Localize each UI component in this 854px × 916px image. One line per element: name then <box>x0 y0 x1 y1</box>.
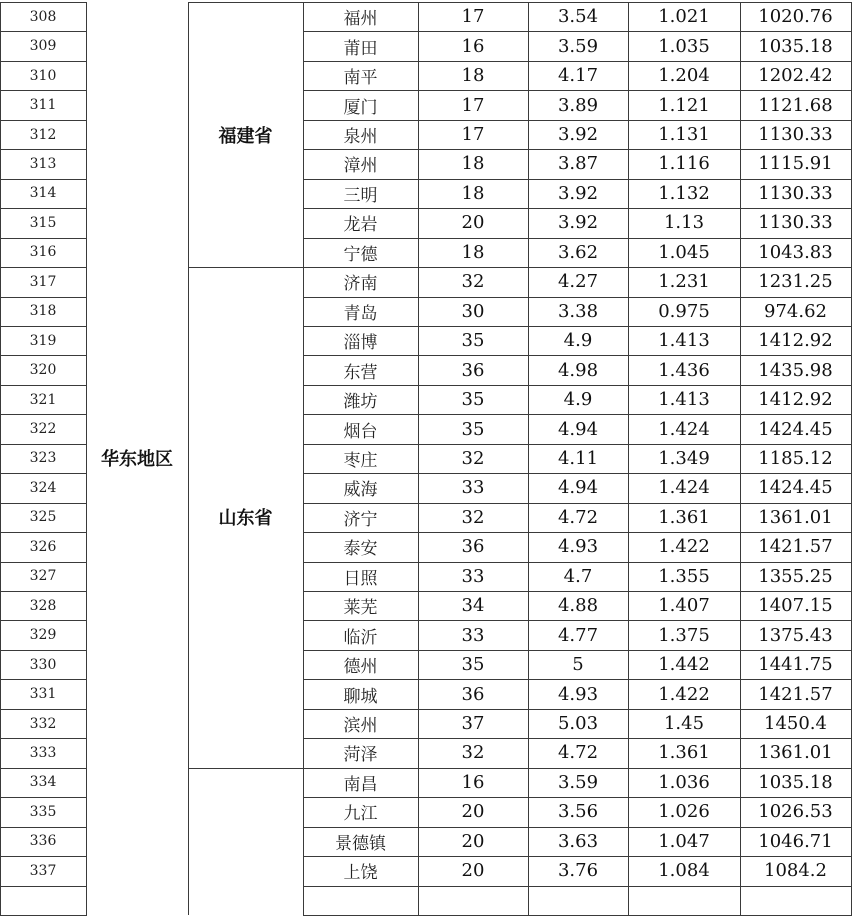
coefficient: 1.361 <box>658 742 710 764</box>
coefficient: 1.13 <box>663 212 705 234</box>
coefficient: 1.047 <box>658 830 710 852</box>
city-name: 青岛 <box>343 303 378 324</box>
row-border <box>0 414 87 415</box>
column-border <box>303 2 304 915</box>
row-number: 308 <box>29 8 57 25</box>
row-border <box>303 414 852 415</box>
row-border <box>0 562 87 563</box>
row-border <box>0 679 87 680</box>
amount: 1361.01 <box>758 742 833 764</box>
row-number: 334 <box>29 774 57 791</box>
city-name: 泰安 <box>343 539 378 560</box>
value-b: 4.98 <box>557 359 599 381</box>
row-border <box>303 444 852 445</box>
value-a: 18 <box>461 182 485 204</box>
coefficient: 1.424 <box>658 418 710 440</box>
coefficient: 1.436 <box>658 359 710 381</box>
coefficient: 1.442 <box>658 654 710 676</box>
city-name: 景德镇 <box>335 833 386 854</box>
row-border <box>303 355 852 356</box>
value-b: 4.94 <box>557 418 599 440</box>
value-b: 3.59 <box>557 771 599 793</box>
amount: 1026.53 <box>758 801 833 823</box>
coefficient: 1.116 <box>658 153 710 175</box>
row-border <box>303 238 852 239</box>
amount: 1412.92 <box>758 330 833 352</box>
value-a: 35 <box>461 330 485 352</box>
amount: 1424.45 <box>758 418 833 440</box>
value-a: 16 <box>461 771 485 793</box>
value-b: 4.93 <box>557 683 599 705</box>
value-b: 3.87 <box>557 153 599 175</box>
row-number: 326 <box>29 538 57 555</box>
coefficient: 0.975 <box>658 300 710 322</box>
amount: 1421.57 <box>758 683 833 705</box>
amount: 1043.83 <box>758 241 833 263</box>
amount: 1450.4 <box>764 713 827 735</box>
row-border <box>303 650 852 651</box>
row-border <box>303 473 852 474</box>
row-number: 322 <box>29 421 57 438</box>
city-name: 南昌 <box>343 774 378 795</box>
row-border <box>0 267 87 268</box>
value-b: 5.03 <box>557 713 599 735</box>
amount: 1130.33 <box>758 182 833 204</box>
value-a: 32 <box>461 742 485 764</box>
row-border <box>0 385 87 386</box>
column-border <box>86 2 87 915</box>
city-name: 漳州 <box>343 156 378 177</box>
coefficient: 1.131 <box>658 124 710 146</box>
row-number: 314 <box>29 185 57 202</box>
city-name: 泉州 <box>343 127 378 148</box>
value-b: 3.92 <box>557 212 599 234</box>
value-a: 20 <box>461 212 485 234</box>
row-border <box>0 886 87 887</box>
city-name: 菏泽 <box>343 745 378 766</box>
city-name: 滨州 <box>343 716 378 737</box>
amount: 1130.33 <box>758 212 833 234</box>
amount: 1035.18 <box>758 771 833 793</box>
value-b: 3.54 <box>557 6 599 28</box>
city-name: 三明 <box>343 185 378 206</box>
row-number: 328 <box>29 597 57 614</box>
row-border <box>0 768 87 769</box>
coefficient: 1.422 <box>658 683 710 705</box>
coefficient: 1.132 <box>658 182 710 204</box>
amount: 1121.68 <box>758 94 833 116</box>
value-b: 3.56 <box>557 801 599 823</box>
row-number: 325 <box>29 509 57 526</box>
row-border <box>0 31 87 32</box>
row-border <box>0 179 87 180</box>
city-name: 潍坊 <box>343 392 378 413</box>
value-b: 4.72 <box>557 506 599 528</box>
row-number: 310 <box>29 67 57 84</box>
column-border <box>851 2 852 915</box>
value-a: 20 <box>461 830 485 852</box>
province-cell <box>188 768 303 915</box>
column-border <box>528 2 529 915</box>
value-a: 16 <box>461 35 485 57</box>
row-border <box>303 679 852 680</box>
city-name: 临沂 <box>343 627 378 648</box>
city-name: 福州 <box>343 9 378 30</box>
row-number: 324 <box>29 479 57 496</box>
row-border <box>303 797 852 798</box>
row-border <box>0 738 87 739</box>
row-number: 335 <box>29 803 57 820</box>
value-b: 3.38 <box>557 300 599 322</box>
row-border <box>188 267 304 268</box>
city-name <box>303 886 418 915</box>
value-b <box>528 886 628 915</box>
value-b: 3.76 <box>557 860 599 882</box>
row-number: 333 <box>29 744 57 761</box>
row-border <box>188 2 304 3</box>
value-a: 17 <box>461 124 485 146</box>
value-a: 36 <box>461 536 485 558</box>
city-name: 龙岩 <box>343 215 378 236</box>
row-border <box>0 208 87 209</box>
amount: 1115.91 <box>758 153 833 175</box>
value-a: 36 <box>461 683 485 705</box>
row-border <box>0 444 87 445</box>
row-border <box>303 179 852 180</box>
city-name: 淄博 <box>343 333 378 354</box>
city-name: 莆田 <box>343 38 378 59</box>
value-a: 20 <box>461 801 485 823</box>
value-a: 18 <box>461 241 485 263</box>
row-border <box>0 2 87 3</box>
value-b: 4.9 <box>563 389 593 411</box>
value-a: 35 <box>461 418 485 440</box>
value-b: 3.89 <box>557 94 599 116</box>
row-border <box>0 827 87 828</box>
row-border <box>303 149 852 150</box>
row-number: 319 <box>29 332 57 349</box>
amount: 1421.57 <box>758 536 833 558</box>
row-border <box>303 856 852 857</box>
row-border <box>0 473 87 474</box>
row-border <box>303 120 852 121</box>
city-name: 济宁 <box>343 509 378 530</box>
value-b: 3.59 <box>557 35 599 57</box>
amount: 1361.01 <box>758 506 833 528</box>
row-number: 327 <box>29 568 57 585</box>
row-border <box>303 591 852 592</box>
amount: 974.62 <box>764 300 827 322</box>
row-border <box>303 208 852 209</box>
row-border <box>303 709 852 710</box>
value-a: 33 <box>461 565 485 587</box>
row-number: 311 <box>29 97 57 114</box>
row-border <box>303 532 852 533</box>
row-number: 337 <box>29 862 57 879</box>
province-cell: 山东省 <box>218 508 273 530</box>
city-name: 聊城 <box>343 686 378 707</box>
amount: 1412.92 <box>758 389 833 411</box>
amount: 1435.98 <box>758 359 833 381</box>
coefficient: 1.231 <box>658 271 710 293</box>
city-name: 九江 <box>343 804 378 825</box>
row-number: 332 <box>29 715 57 732</box>
row-border <box>0 709 87 710</box>
amount <box>740 886 851 915</box>
coefficient: 1.361 <box>658 506 710 528</box>
amount: 1355.25 <box>758 565 833 587</box>
value-a: 35 <box>461 389 485 411</box>
row-border <box>303 2 852 3</box>
amount: 1185.12 <box>758 447 833 469</box>
value-a: 36 <box>461 359 485 381</box>
city-name: 莱芜 <box>343 598 378 619</box>
city-name: 威海 <box>343 480 378 501</box>
coefficient: 1.349 <box>658 447 710 469</box>
column-border <box>740 2 741 915</box>
row-border <box>303 297 852 298</box>
city-name: 德州 <box>343 657 378 678</box>
amount: 1035.18 <box>758 35 833 57</box>
value-b: 3.62 <box>557 241 599 263</box>
city-name: 厦门 <box>343 97 378 118</box>
row-border <box>0 620 87 621</box>
value-a: 32 <box>461 447 485 469</box>
coefficient <box>628 886 740 915</box>
value-a: 30 <box>461 300 485 322</box>
city-name: 宁德 <box>343 244 378 265</box>
value-a: 34 <box>461 595 485 617</box>
coefficient: 1.204 <box>658 65 710 87</box>
row-number: 309 <box>29 38 57 55</box>
row-number: 313 <box>29 155 57 172</box>
coefficient: 1.413 <box>658 330 710 352</box>
column-border <box>0 2 1 915</box>
column-border <box>418 2 419 915</box>
coefficient: 1.355 <box>658 565 710 587</box>
coefficient: 1.026 <box>658 801 710 823</box>
row-border <box>0 503 87 504</box>
value-a: 18 <box>461 65 485 87</box>
value-a: 32 <box>461 506 485 528</box>
row-number: 320 <box>29 362 57 379</box>
row-border <box>0 326 87 327</box>
value-b: 4.88 <box>557 595 599 617</box>
row-number: 323 <box>29 450 57 467</box>
row-border <box>303 827 852 828</box>
row-number: 336 <box>29 833 57 850</box>
row-border <box>188 768 304 769</box>
amount: 1375.43 <box>758 624 833 646</box>
row-border <box>303 385 852 386</box>
value-a: 33 <box>461 624 485 646</box>
coefficient: 1.413 <box>658 389 710 411</box>
value-b: 4.93 <box>557 536 599 558</box>
city-name: 南平 <box>343 68 378 89</box>
amount: 1084.2 <box>764 860 827 882</box>
amount: 1231.25 <box>758 271 833 293</box>
amount: 1424.45 <box>758 477 833 499</box>
value-b: 3.92 <box>557 124 599 146</box>
value-b: 4.77 <box>557 624 599 646</box>
value-b: 4.9 <box>563 330 593 352</box>
row-number: 316 <box>29 244 57 261</box>
value-a: 37 <box>461 713 485 735</box>
row-border <box>0 797 87 798</box>
value-b: 4.11 <box>557 447 599 469</box>
coefficient: 1.375 <box>658 624 710 646</box>
value-a: 20 <box>461 860 485 882</box>
value-b: 4.94 <box>557 477 599 499</box>
row-number: 315 <box>29 214 57 231</box>
row-border <box>303 503 852 504</box>
coefficient: 1.035 <box>658 35 710 57</box>
row-border <box>0 591 87 592</box>
value-a: 17 <box>461 6 485 28</box>
coefficient: 1.021 <box>658 6 710 28</box>
value-b: 3.92 <box>557 182 599 204</box>
row-border <box>303 620 852 621</box>
row-border <box>0 120 87 121</box>
row-border <box>0 532 87 533</box>
row-border <box>303 90 852 91</box>
value-a <box>418 886 528 915</box>
amount: 1020.76 <box>758 6 833 28</box>
amount: 1441.75 <box>758 654 833 676</box>
coefficient: 1.45 <box>663 713 705 735</box>
coefficient: 1.424 <box>658 477 710 499</box>
city-name: 东营 <box>343 362 378 383</box>
amount: 1202.42 <box>758 65 833 87</box>
value-b: 4.7 <box>563 565 593 587</box>
city-name: 枣庄 <box>343 450 378 471</box>
row-border <box>303 61 852 62</box>
row-border <box>303 31 852 32</box>
row-border <box>0 149 87 150</box>
row-border <box>303 886 852 887</box>
value-b: 3.63 <box>557 830 599 852</box>
value-b: 5 <box>572 654 584 676</box>
row-border <box>303 768 852 769</box>
amount: 1407.15 <box>758 595 833 617</box>
row-border <box>303 738 852 739</box>
region-cell: 华东地区 <box>101 449 173 471</box>
row-number: 329 <box>29 627 57 644</box>
city-name: 上饶 <box>343 863 378 884</box>
column-border <box>628 2 629 915</box>
city-name: 日照 <box>343 568 378 589</box>
row-border <box>303 562 852 563</box>
amount: 1130.33 <box>758 124 833 146</box>
value-b: 4.72 <box>557 742 599 764</box>
row-border <box>0 856 87 857</box>
row-number: 312 <box>29 126 57 143</box>
coefficient: 1.036 <box>658 771 710 793</box>
province-cell: 福建省 <box>218 125 273 147</box>
coefficient: 1.045 <box>658 241 710 263</box>
value-b: 4.17 <box>557 65 599 87</box>
coefficient: 1.407 <box>658 595 710 617</box>
row-number: 321 <box>29 391 57 408</box>
row-number: 330 <box>29 656 57 673</box>
city-name: 济南 <box>343 274 378 295</box>
value-a: 18 <box>461 153 485 175</box>
row-border <box>0 90 87 91</box>
row-number <box>0 886 86 915</box>
row-number: 317 <box>29 273 57 290</box>
row-border <box>303 326 852 327</box>
value-a: 35 <box>461 654 485 676</box>
row-number: 331 <box>29 686 57 703</box>
column-border <box>188 2 189 915</box>
row-number: 318 <box>29 303 57 320</box>
row-border <box>0 238 87 239</box>
row-border <box>0 355 87 356</box>
row-border <box>0 61 87 62</box>
row-border <box>303 267 852 268</box>
coefficient: 1.121 <box>658 94 710 116</box>
value-a: 33 <box>461 477 485 499</box>
row-border <box>0 297 87 298</box>
coefficient: 1.422 <box>658 536 710 558</box>
amount: 1046.71 <box>758 830 833 852</box>
value-a: 17 <box>461 94 485 116</box>
city-name: 烟台 <box>343 421 378 442</box>
coefficient: 1.084 <box>658 860 710 882</box>
value-a: 32 <box>461 271 485 293</box>
row-border <box>0 650 87 651</box>
value-b: 4.27 <box>557 271 599 293</box>
